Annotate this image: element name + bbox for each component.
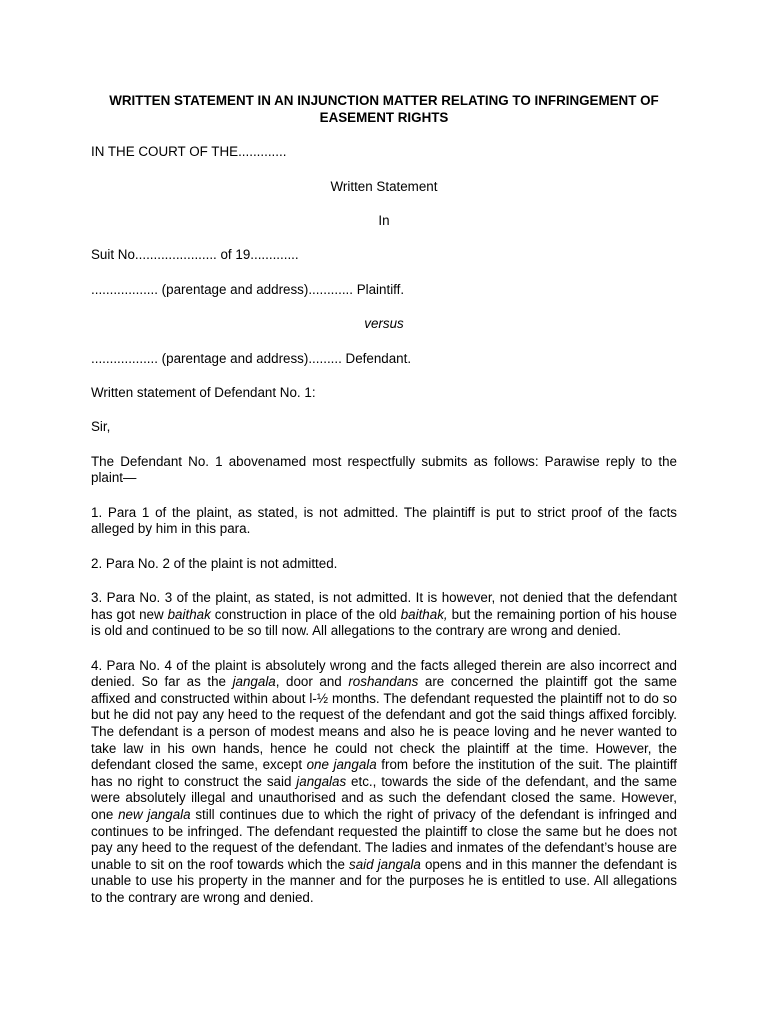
- text-run: 4. Para No. 4 of the plaint is absolutely wrong and the facts alleged therein are also incorrect and denied. So far as the: [91, 657, 677, 690]
- statement-heading: Written statement of Defendant No. 1:: [91, 384, 316, 400]
- text-run: construction in place of the old: [210, 606, 401, 622]
- document-title: [91, 93, 677, 126]
- plaintiff-line: .................. (parentage and address)............ Plaintiff.: [91, 281, 405, 297]
- defendant-line: .................. (parentage and address)......... Defendant.: [91, 350, 412, 366]
- text-run: , door and: [275, 674, 349, 690]
- document-page: [91, 93, 677, 924]
- in-label: In: [378, 212, 390, 228]
- italic-term: baithak,: [400, 606, 448, 622]
- paragraph-3: [91, 590, 677, 640]
- text-run: from before the institution of the suit. The plaintiff has no right to construct the said: [91, 757, 678, 789]
- title-line-2: EASEMENT RIGHTS: [319, 109, 449, 125]
- salutation: Sir,: [91, 419, 111, 435]
- italic-term: jangala: [232, 674, 276, 690]
- paragraph-4: [91, 658, 677, 907]
- italic-term: roshandans: [348, 674, 419, 690]
- versus-label: versus: [364, 316, 404, 332]
- document-label: Written Statement: [330, 178, 438, 194]
- text-run: but the remaining portion of his house is old and continued to be so till now. All allegations to the contrary are wrong and denied.: [91, 606, 677, 639]
- italic-term: one jangala: [306, 757, 377, 773]
- paragraph-2: 2. Para No. 2 of the plaint is not admitted.: [91, 555, 338, 571]
- text-run: still continues due to which the right of privacy of the defendant is infringed and continues to be infringed. The defendant requested the plaintiff to close the same but he does not pay any heed to the request of the defendant. The ladies and inmates of the defendant’s house are unable to sit on the roof towards which the: [91, 806, 677, 872]
- text-run: 3. Para No. 3 of the plaint, as stated, is not admitted. It is however, not denied that the defendant has got new: [91, 590, 677, 622]
- italic-term: baithak: [167, 606, 211, 622]
- paragraph-1: 1. Para 1 of the plaint, as stated, is not admitted. The plaintiff is put to strict proof of the facts alleged by him in this para.: [91, 504, 677, 537]
- intro-paragraph: The Defendant No. 1 abovenamed most respectfully submits as follows: Parawise reply to the plaint—: [91, 453, 677, 486]
- text-run: opens and in this manner the defendant is unable to use his property in the manner and for the purposes he is entitled to use. All allegations to the contrary are wrong and denied.: [91, 856, 678, 905]
- text-run: are concerned the plaintiff got the same affixed and constructed within about l-½ months. The defendant requested the plaintiff not to do so but he did not pay any heed to the request of the defendant and got the said things affixed forcibly. The defendant is a person of modest means and also he is peace loving and he never wanted to take law in his own hands, hence he could not check the plaintiff at the time. However, the defendant closed the same, except: [91, 674, 677, 773]
- title-line-1: WRITTEN STATEMENT IN AN INJUNCTION MATTER RELATING TO INFRINGEMENT OF: [109, 93, 659, 108]
- text-run: etc., towards the side of the defendant, and the same were absolutely illegal and unauthorised and as such the defendant closed the same. However, one: [91, 773, 677, 822]
- italic-term: said jangala: [349, 856, 421, 872]
- italic-term: new jangala: [118, 806, 191, 822]
- court-line: IN THE COURT OF THE.............: [91, 144, 287, 160]
- suit-line: Suit No...................... of 19.............: [91, 247, 299, 263]
- italic-term: jangalas: [296, 773, 347, 789]
